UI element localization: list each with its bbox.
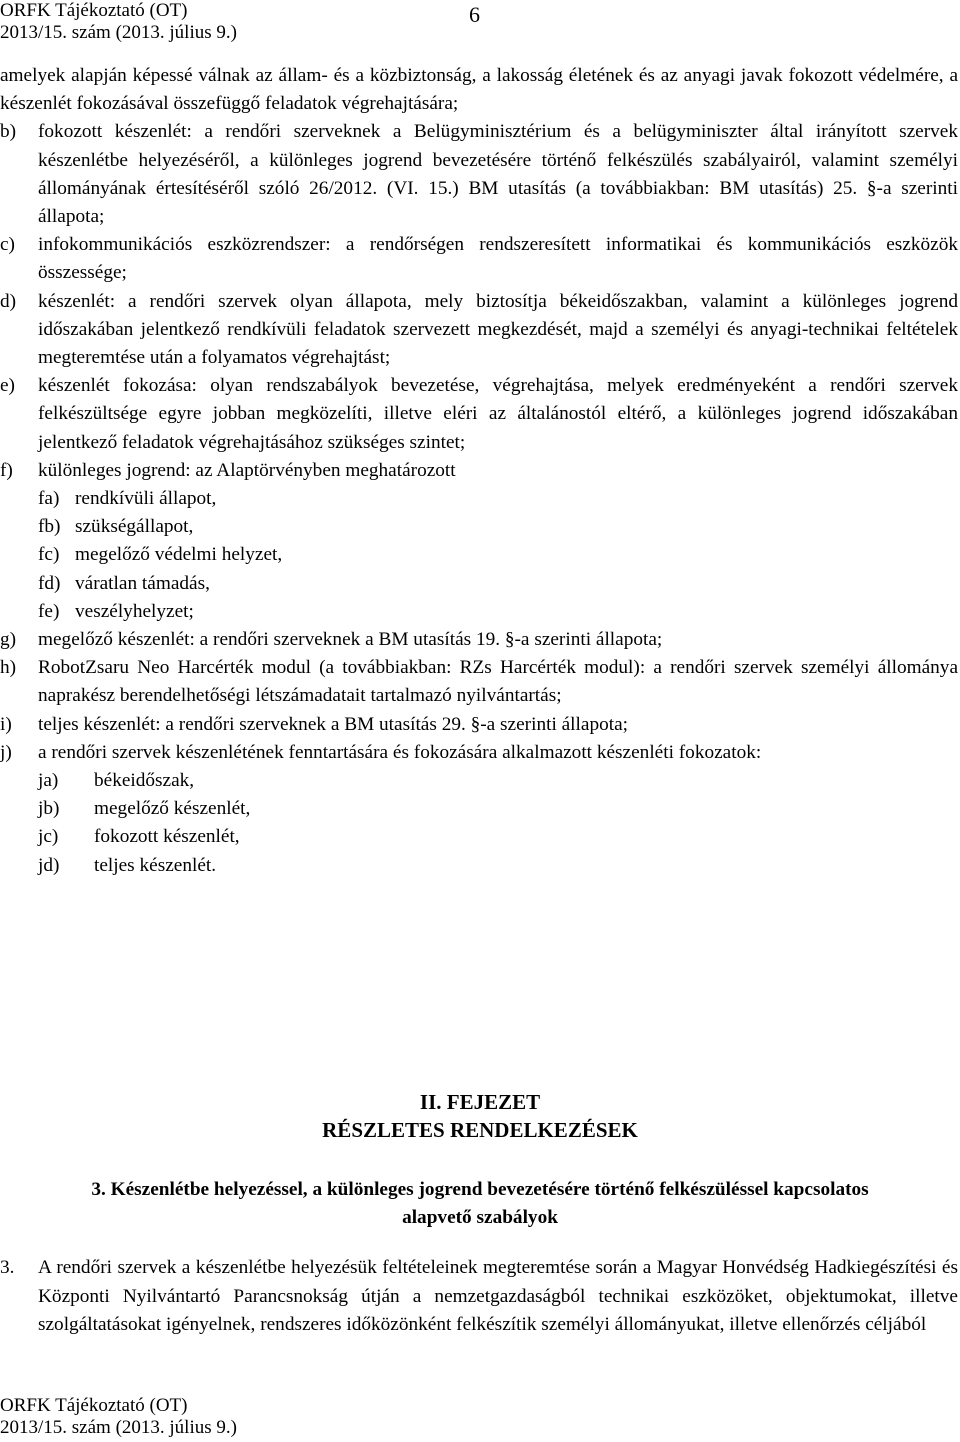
header-publication: ORFK Tájékoztató (OT) [0, 0, 188, 21]
sub-item-fa [38, 485, 958, 513]
list-item-label: d) [0, 290, 17, 312]
list-item-text: RobotZsaru Neo Harcérték modul (a továbbiakban: RZs Harcérték modul): a rendőri szervek személyi állománya naprakész berendelhetőségi létszámadatait tartalmazó nyilvántartás; [38, 657, 958, 707]
list-item-label: e) [0, 375, 15, 397]
list-item-text: készenlét: a rendőri szervek olyan állapota, mely biztosítja békeidőszakban, valamint a különleges jogrend időszakában jelentkező rendkívüli feladatok szervezett megkezdését, majd a személyi és anyagi-technikai feltételek megteremtése után a folyamatos végrehajtást; [38, 290, 958, 369]
sub-item-label: jd) [38, 854, 60, 876]
footer-publication: ORFK Tájékoztató (OT) [0, 1395, 188, 1416]
list-item-text: fokozott készenlét: a rendőri szerveknek a Belügyminisztérium és a belügyminiszter által irányított szervek készenlétbe helyezéséről, a különleges jogrend bevezetésére történő felkészülés szabályairól, valamint személyi állományának értesítéséről szóló 26/2012. (VI. 15.) BM utasítás (a továbbiakban: BM utasítás) 25. §-a szerinti állapota; [38, 121, 958, 228]
document-body [0, 62, 958, 880]
sub-item-jb [38, 795, 958, 823]
list-item-text: megelőző készenlét: a rendőri szerveknek a BM utasítás 19. §-a szerinti állapota; [38, 629, 663, 651]
sub-item-jc [38, 823, 958, 851]
chapter-number: II. FEJEZET [419, 1090, 541, 1114]
footer-issue: 2013/15. szám (2013. július 9.) [0, 1417, 237, 1438]
sub-item-label: fa) [38, 488, 60, 510]
page-number: 6 [469, 2, 480, 27]
sub-item-text: váratlan támadás, [75, 572, 210, 594]
list-item-i [0, 711, 958, 739]
list-item-text: teljes készenlét: a rendőri szerveknek a BM utasítás 29. §-a szerinti állapota; [38, 713, 629, 735]
list-item-h [0, 654, 958, 710]
list-item-label: g) [0, 629, 17, 651]
section-title: 3. Készenlétbe helyezéssel, a különleges jogrend bevezetésére történő felkészüléssel kapcsolatos alapvető szabályok [91, 1179, 869, 1228]
list-item-f [0, 457, 958, 485]
list-item-text: készenlét fokozása: olyan rendszabályok bevezetése, végrehajtása, melyek eredményeként a rendőri szervek felkészültsége egyre jobban megközelíti, illetve eléri az általánostól eltérő, a különleges jogrend időszakában jelentkező feladatok végrehajtásához szükséges szintet; [38, 375, 958, 453]
paragraph-number: 3. [0, 1257, 15, 1278]
sub-item-label: ja) [38, 770, 59, 792]
sub-item-fe [38, 598, 958, 626]
list-item-label: j) [0, 741, 12, 763]
list-item-b [0, 118, 958, 231]
page-header [0, 0, 237, 44]
sub-item-jd [38, 852, 958, 880]
sub-item-text: fokozott készenlét, [94, 826, 240, 848]
list-item-label: c) [0, 234, 15, 256]
sub-item-ja [38, 767, 958, 795]
list-item-c [0, 231, 958, 287]
list-item-g [0, 626, 958, 654]
chapter-title: RÉSZLETES RENDELKEZÉSEK [322, 1118, 638, 1142]
header-issue: 2013/15. szám (2013. július 9.) [0, 22, 237, 43]
list-item-label: h) [0, 657, 17, 679]
list-item-e [0, 372, 958, 457]
list-item-d [0, 288, 958, 373]
sub-item-label: jb) [38, 798, 60, 820]
list-item-text: infokommunikációs eszközrendszer: a rendőrségen rendszeresített informatikai és kommunikációs eszközök összessége; [38, 234, 958, 284]
sub-item-text: veszélyhelyzet; [75, 600, 194, 622]
sub-item-text: rendkívüli állapot, [75, 488, 217, 510]
sub-item-text: megelőző készenlét, [94, 798, 251, 820]
list-item-j [0, 739, 958, 767]
list-item-text: a rendőri szervek készenlétének fenntartására és fokozására alkalmazott készenléti fokozatok: [38, 741, 762, 763]
intro-paragraph: amelyek alapján képessé válnak az állam- és a közbiztonság, a lakosság életének és az anyagi javak fokozott védelmére, a készenlét fokozásával összefüggő feladatok végrehajtására; [0, 65, 958, 115]
sub-item-text: szükségállapot, [75, 516, 194, 538]
list-item-label: i) [0, 713, 12, 735]
sub-item-text: békeidőszak, [94, 770, 195, 792]
sub-item-label: fb) [38, 516, 61, 538]
page-footer [0, 1395, 237, 1439]
paragraph-text: A rendőri szervek a készenlétbe helyezésük feltételeinek megteremtése során a Magyar Honvédség Hadkiegészítési és Központi Nyilvántartó Parancsnokság útján a nemzetgazdaságból technikai eszközöket, objektumokat, illetve szolgáltatásokat igényelnek, rendszeres időközönként felkészítik személyi állományukat, illetve ellenőrzés céljából [38, 1257, 958, 1336]
paragraph-3 [0, 1254, 958, 1340]
sub-item-fd [38, 570, 958, 598]
sub-item-fb [38, 513, 958, 541]
sub-item-label: fc) [38, 544, 60, 566]
sub-item-text: megelőző védelmi helyzet, [75, 544, 283, 566]
list-item-text: különleges jogrend: az Alaptörvényben meghatározott [38, 459, 456, 481]
sub-item-text: teljes készenlét. [94, 854, 217, 876]
sub-item-fc [38, 541, 958, 569]
sub-item-label: jc) [38, 826, 59, 848]
list-item-label: f) [0, 459, 13, 481]
sub-item-label: fd) [38, 572, 61, 594]
sub-item-label: fe) [38, 600, 60, 622]
list-item-label: b) [0, 121, 17, 143]
